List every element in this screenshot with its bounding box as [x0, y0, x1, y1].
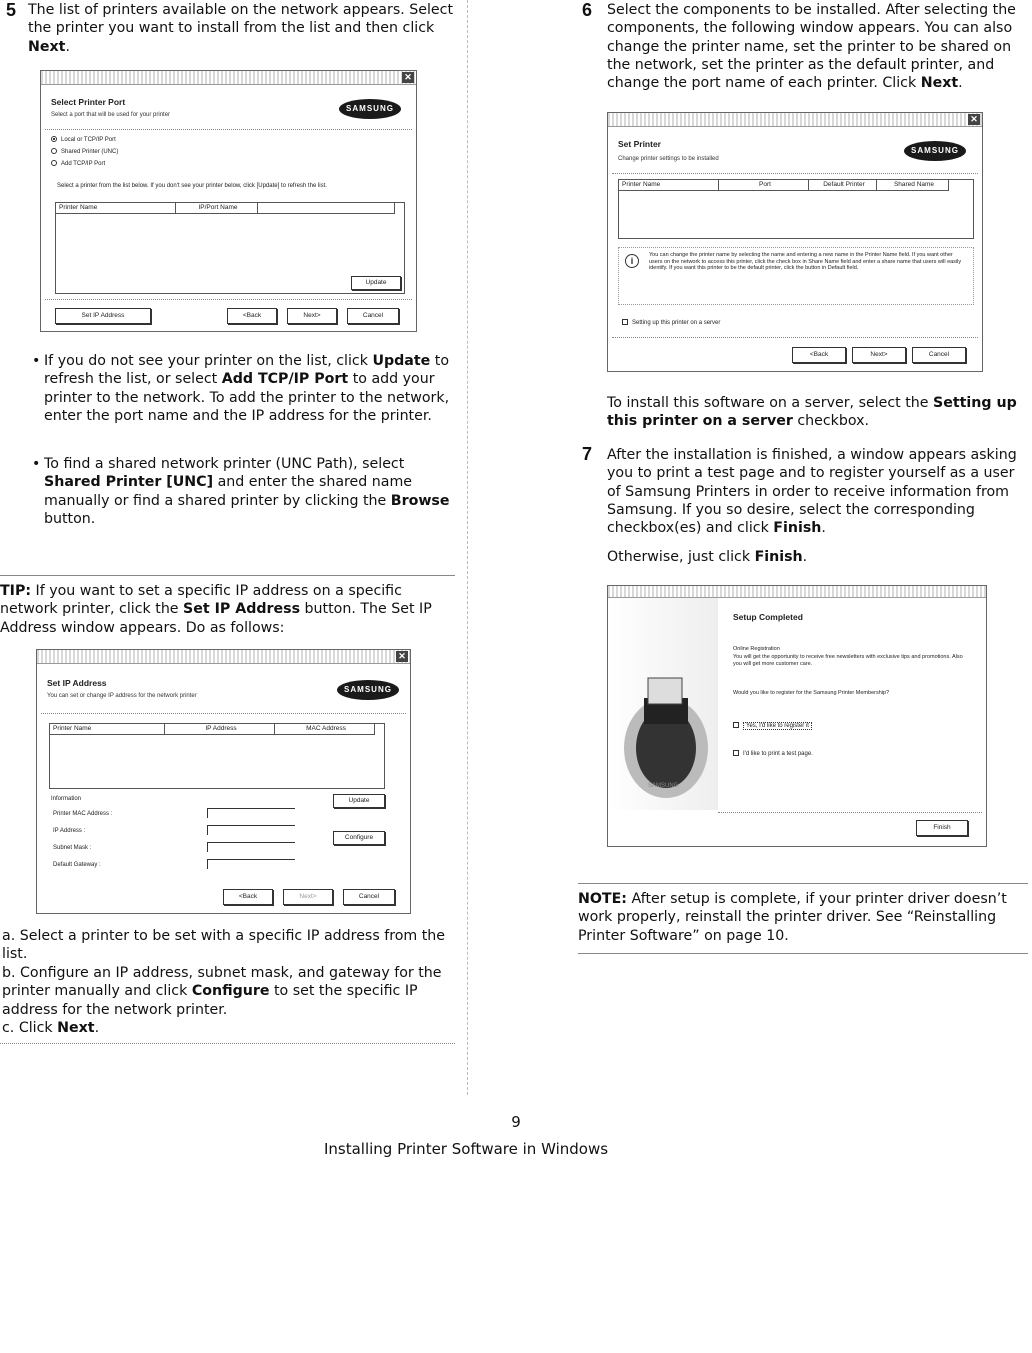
tip-text: TIP: If you want to set a specific IP address on a specific network printer, click the Set IP Address button. The Set IP Address window appears. Do as follows: — [0, 583, 432, 636]
instruction-text: Select a printer from the list below. If you don't see your printer below, click [Update] to refresh the list. — [57, 183, 327, 189]
col-mac-address[interactable]: MAC Address — [275, 724, 375, 735]
dialog-subtitle: Select a port that will be used for your printer — [51, 112, 171, 118]
finish-button[interactable]: Finish — [916, 820, 968, 836]
close-icon[interactable]: ✕ — [402, 72, 414, 83]
radio-add-tcpip-port[interactable]: Add TCP/IP Port — [51, 160, 105, 168]
dialog-title: Setup Completed — [733, 612, 803, 622]
dialog-subtitle: You can set or change IP address for the network printer — [47, 693, 197, 699]
next-button[interactable]: Next> — [852, 347, 906, 363]
step-5-number: 5 — [6, 0, 17, 20]
mac-label: Printer MAC Address : — [53, 811, 113, 817]
col-ip-address[interactable]: IP Address — [165, 724, 275, 735]
step-6-number: 6 — [582, 0, 593, 20]
samsung-logo: SAMSUNG — [904, 141, 966, 161]
cancel-button[interactable]: Cancel — [347, 308, 399, 324]
bullet-2: • To find a shared network printer (UNC Path), select Shared Printer [UNC] and enter the shared name manually or find a shared printer by clicking the Browse button. — [32, 456, 450, 527]
configure-button[interactable]: Configure — [333, 831, 385, 845]
printer-settings-list[interactable] — [618, 179, 974, 239]
col-shared-name[interactable]: Shared Name — [877, 180, 949, 191]
hint-text: You can change the printer name by selecting the name and entering a new name in the Printer Name field. If you want other users on the network to access this printer, click the check box in Share Name field and enter a share name that users will easily identify. If you want this printer to be the default printer, click the button in Default field. — [649, 252, 962, 271]
setup-completed-dialog — [607, 585, 987, 847]
close-icon[interactable]: ✕ — [396, 651, 408, 662]
back-button[interactable]: <Back — [223, 889, 273, 905]
instruction-c: c. Click Next. — [2, 1020, 100, 1036]
col-ip-port-name[interactable]: IP/Port Name — [176, 203, 258, 214]
column-separator — [467, 0, 468, 1095]
test-page-checkbox[interactable]: I'd like to print a test page. — [733, 750, 813, 758]
bullet-1: • If you do not see your printer on the list, click Update to refresh the list, or select Add TCP/IP Port to add your printer to the network. To add the printer to the network, enter the port name and the IP address for the printer. — [32, 353, 450, 424]
registration-text: You will get the opportunity to receive free newsletters with exclusive tips and promotions. Also you will get more customer care. — [733, 654, 963, 667]
server-text: To install this software on a server, select the Setting up this printer on a server checkbox. — [607, 395, 1017, 430]
note-text: NOTE: After setup is complete, if your printer driver doesn’t work properly, reinstall the printer driver. See “Reinstalling Printer Software” on page 10. — [578, 891, 1007, 944]
step-6-text: Select the components to be installed. After selecting the components, the following window appears. You can also change the printer name, set the printer to be shared on the network, set the printer as the default printer, and change the port name of each printer. Click Next. — [607, 2, 1016, 92]
dialog-title: Select Printer Port — [51, 97, 126, 107]
side-panel — [608, 598, 718, 810]
mac-field — [207, 808, 295, 818]
otherwise-text: Otherwise, just click Finish. — [607, 549, 808, 565]
note-divider — [578, 883, 1028, 884]
tip-divider — [0, 575, 455, 576]
select-printer-port-dialog — [40, 70, 417, 332]
set-ip-address-dialog — [36, 649, 411, 914]
ip-field[interactable] — [207, 825, 295, 835]
set-ip-address-button[interactable]: Set IP Address — [55, 308, 151, 324]
instruction-b: b. Configure an IP address, subnet mask, and gateway for the printer manually and click Configure to set the specific IP address for the network printer. — [2, 965, 442, 1018]
col-default-printer[interactable]: Default Printer — [809, 180, 877, 191]
set-printer-dialog — [607, 112, 983, 372]
gateway-label: Default Gateway : — [53, 862, 101, 868]
information-label: Information — [51, 796, 82, 802]
server-checkbox[interactable]: Setting up this printer on a server — [622, 319, 720, 327]
instruction-a: a. Select a printer to be set with a specific IP address from the list. — [2, 928, 446, 963]
note-bottom-divider — [578, 953, 1028, 954]
samsung-logo: SAMSUNG — [337, 680, 399, 700]
step-5-text: The list of printers available on the network appears. Select the printer you want to install from the list and then click Next. — [28, 2, 454, 55]
close-icon[interactable]: ✕ — [968, 114, 980, 125]
gateway-field[interactable] — [207, 859, 295, 869]
footer-title: Installing Printer Software in Windows — [323, 1140, 609, 1158]
ip-printer-list[interactable] — [49, 723, 385, 789]
info-icon: i — [625, 254, 639, 268]
left-bottom-divider — [0, 1043, 455, 1044]
mask-field[interactable] — [207, 842, 295, 852]
update-button[interactable]: Update — [351, 276, 401, 290]
back-button[interactable]: <Back — [227, 308, 277, 324]
samsung-logo: SAMSUNG — [648, 783, 679, 789]
membership-question: Would you like to register for the Samsung Printer Membership? — [733, 690, 890, 696]
back-button[interactable]: <Back — [792, 347, 846, 363]
cancel-button[interactable]: Cancel — [343, 889, 395, 905]
samsung-logo: SAMSUNG — [339, 99, 401, 119]
step-7-number: 7 — [582, 444, 593, 464]
dialog-title: Set Printer — [618, 139, 661, 149]
mask-label: Subnet Mask : — [53, 845, 92, 851]
col-port[interactable]: Port — [719, 180, 809, 191]
registration-heading: Online Registration — [733, 646, 780, 652]
step-7-text: After the installation is finished, a window appears asking you to print a test page and to register yourself as a user of Samsung Printers in order to receive information from Samsung. If you so desire, select the corresponding checkbox(es) and click Finish. — [607, 447, 1017, 537]
update-button[interactable]: Update — [333, 794, 385, 808]
register-checkbox[interactable]: Yes, I'd like to register it — [733, 722, 812, 730]
next-button[interactable]: Next> — [287, 308, 337, 324]
hint-box — [618, 247, 974, 305]
printer-illustration — [608, 598, 718, 810]
page-number: 9 — [511, 1113, 521, 1131]
radio-local-port[interactable]: Local or TCP/IP Port — [51, 136, 116, 144]
ip-label: IP Address : — [53, 828, 86, 834]
col-printer-name[interactable]: Printer Name — [50, 724, 165, 735]
col-printer-name[interactable]: Printer Name — [619, 180, 719, 191]
dialog-subtitle: Change printer settings to be installed — [618, 156, 719, 162]
cancel-button[interactable]: Cancel — [912, 347, 966, 363]
col-printer-name[interactable]: Printer Name — [56, 203, 176, 214]
radio-shared-printer[interactable]: Shared Printer (UNC) — [51, 148, 118, 156]
next-button[interactable]: Next> — [283, 889, 333, 905]
dialog-title: Set IP Address — [47, 678, 107, 688]
